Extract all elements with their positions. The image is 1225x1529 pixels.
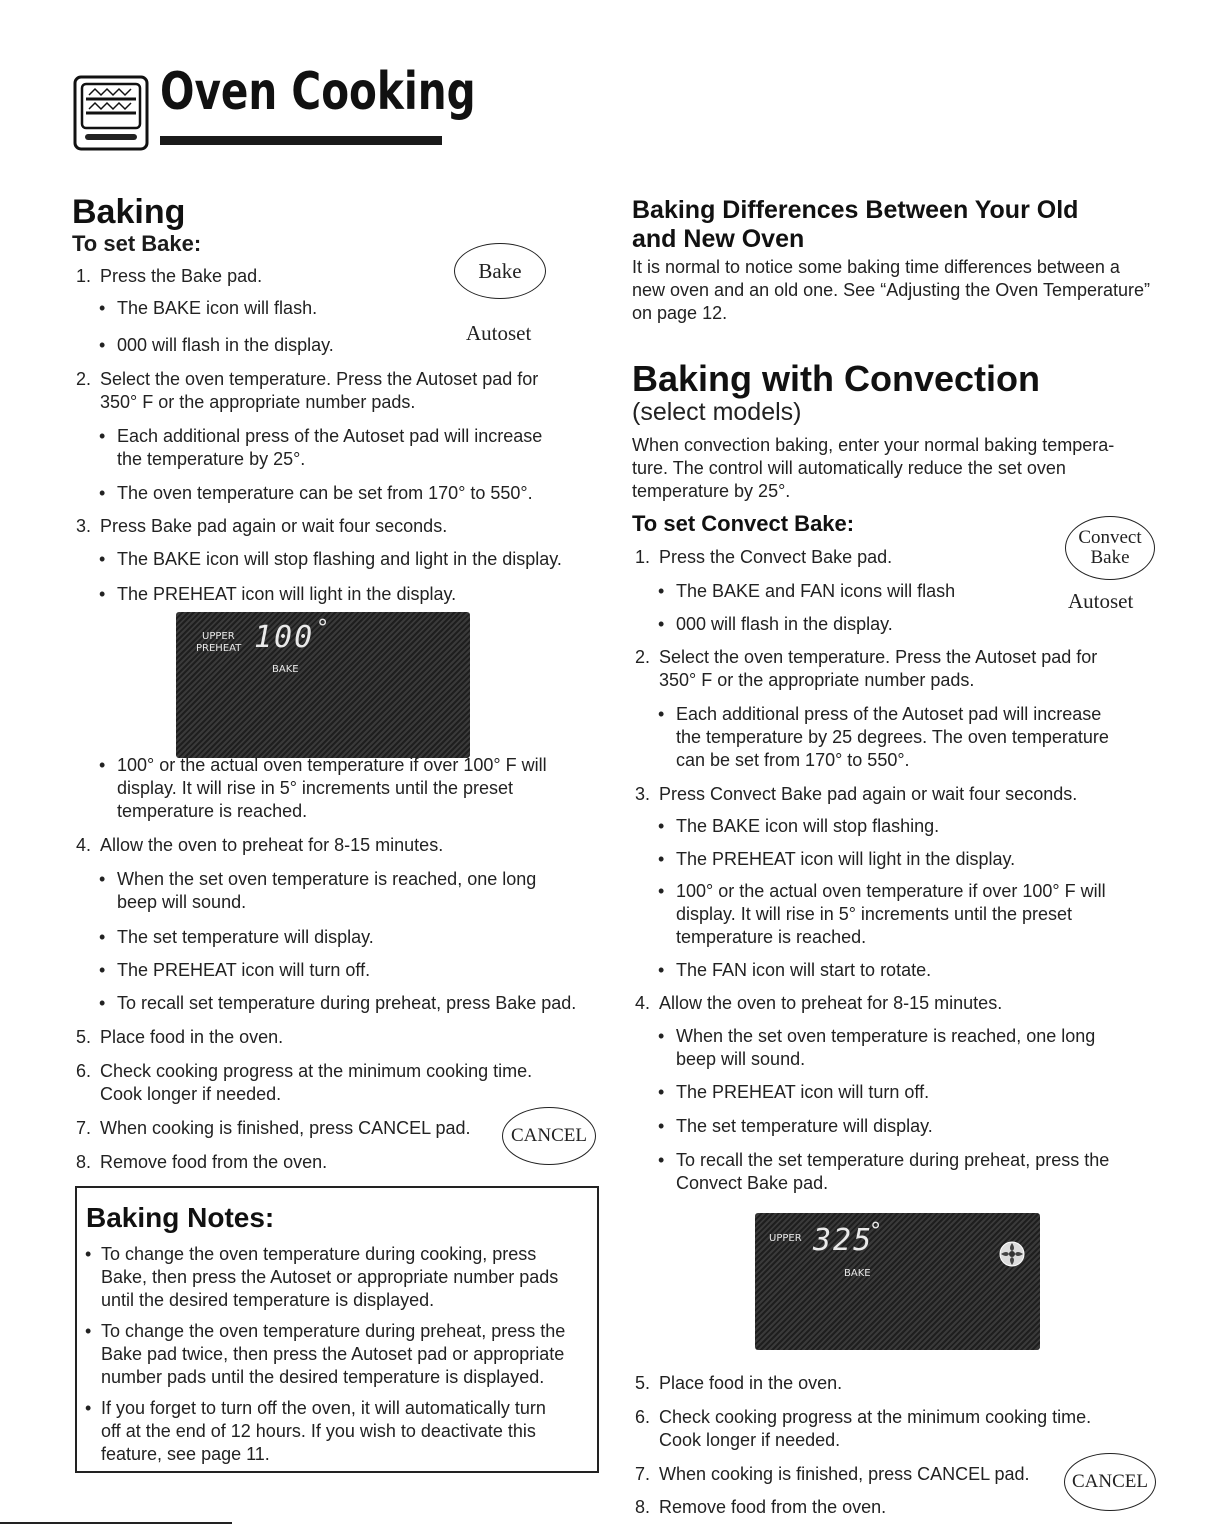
- footer-rule: [0, 1522, 232, 1524]
- set-convect-subheading: To set Convect Bake:: [632, 511, 855, 536]
- display-degree: °: [869, 1219, 885, 1244]
- convect-bake-pad: Convect Bake: [1065, 516, 1155, 580]
- differences-heading: Baking Differences Between Your Old and New Oven: [632, 196, 1079, 253]
- bake-pad-label: Bake: [478, 258, 522, 283]
- baking-heading: Baking: [72, 193, 186, 231]
- set-bake-subheading: To set Bake:: [72, 231, 202, 256]
- differences-paragraph: It is normal to notice some baking time differences between a new oven and an old one. See “Adjusting the Oven Temperature” on page 12.: [632, 257, 1151, 323]
- convection-subheading: (select models): [632, 398, 802, 426]
- fan-icon: [999, 1241, 1025, 1272]
- oven-icon: [73, 75, 153, 160]
- bake-pad: [454, 243, 546, 299]
- upper-indicator: UPPER: [202, 631, 235, 642]
- preheat-indicator: PREHEAT: [196, 643, 242, 654]
- display-degree: °: [316, 616, 332, 641]
- bake-indicator: BAKE: [844, 1268, 871, 1279]
- baking-notes-box: Baking Notes: • To change the oven temperature during cooking, press Bake, then press the Autoset or appropriate number pads until the desired temperature is displayed. • To change the oven temperature during preheat, press the Bake pad twice, then press the Autoset pad or appropriate number pads until the desired temperature is displayed. • If you forget to turn off the oven, it will automatically turn off at the end of 12 hours. If you wish to deactivate this feature, see page 11.: [75, 1186, 599, 1473]
- page-title: Oven Cooking: [160, 62, 476, 122]
- convect-display: [755, 1213, 1040, 1350]
- convection-heading: Baking with Convection: [632, 358, 1041, 399]
- bake-indicator: BAKE: [272, 664, 299, 675]
- display-temperature: 325: [813, 1223, 874, 1258]
- convection-intro: When convection baking, enter your normal baking tempera- ture. The control will automatically reduce the set oven temperature by 25°.: [632, 435, 1115, 501]
- title-underline: [160, 136, 442, 145]
- display-temperature: 100: [254, 620, 315, 655]
- notes-heading: Baking Notes:: [86, 1202, 275, 1233]
- preheat-display: [176, 612, 470, 758]
- autoset-pad-label: Autoset: [466, 321, 532, 345]
- convect-cancel-pad: CANCEL: [1064, 1453, 1156, 1511]
- cancel-pad: CANCEL: [502, 1107, 596, 1165]
- upper-indicator: UPPER: [769, 1233, 802, 1244]
- convect-autoset-label: Autoset: [1068, 589, 1134, 613]
